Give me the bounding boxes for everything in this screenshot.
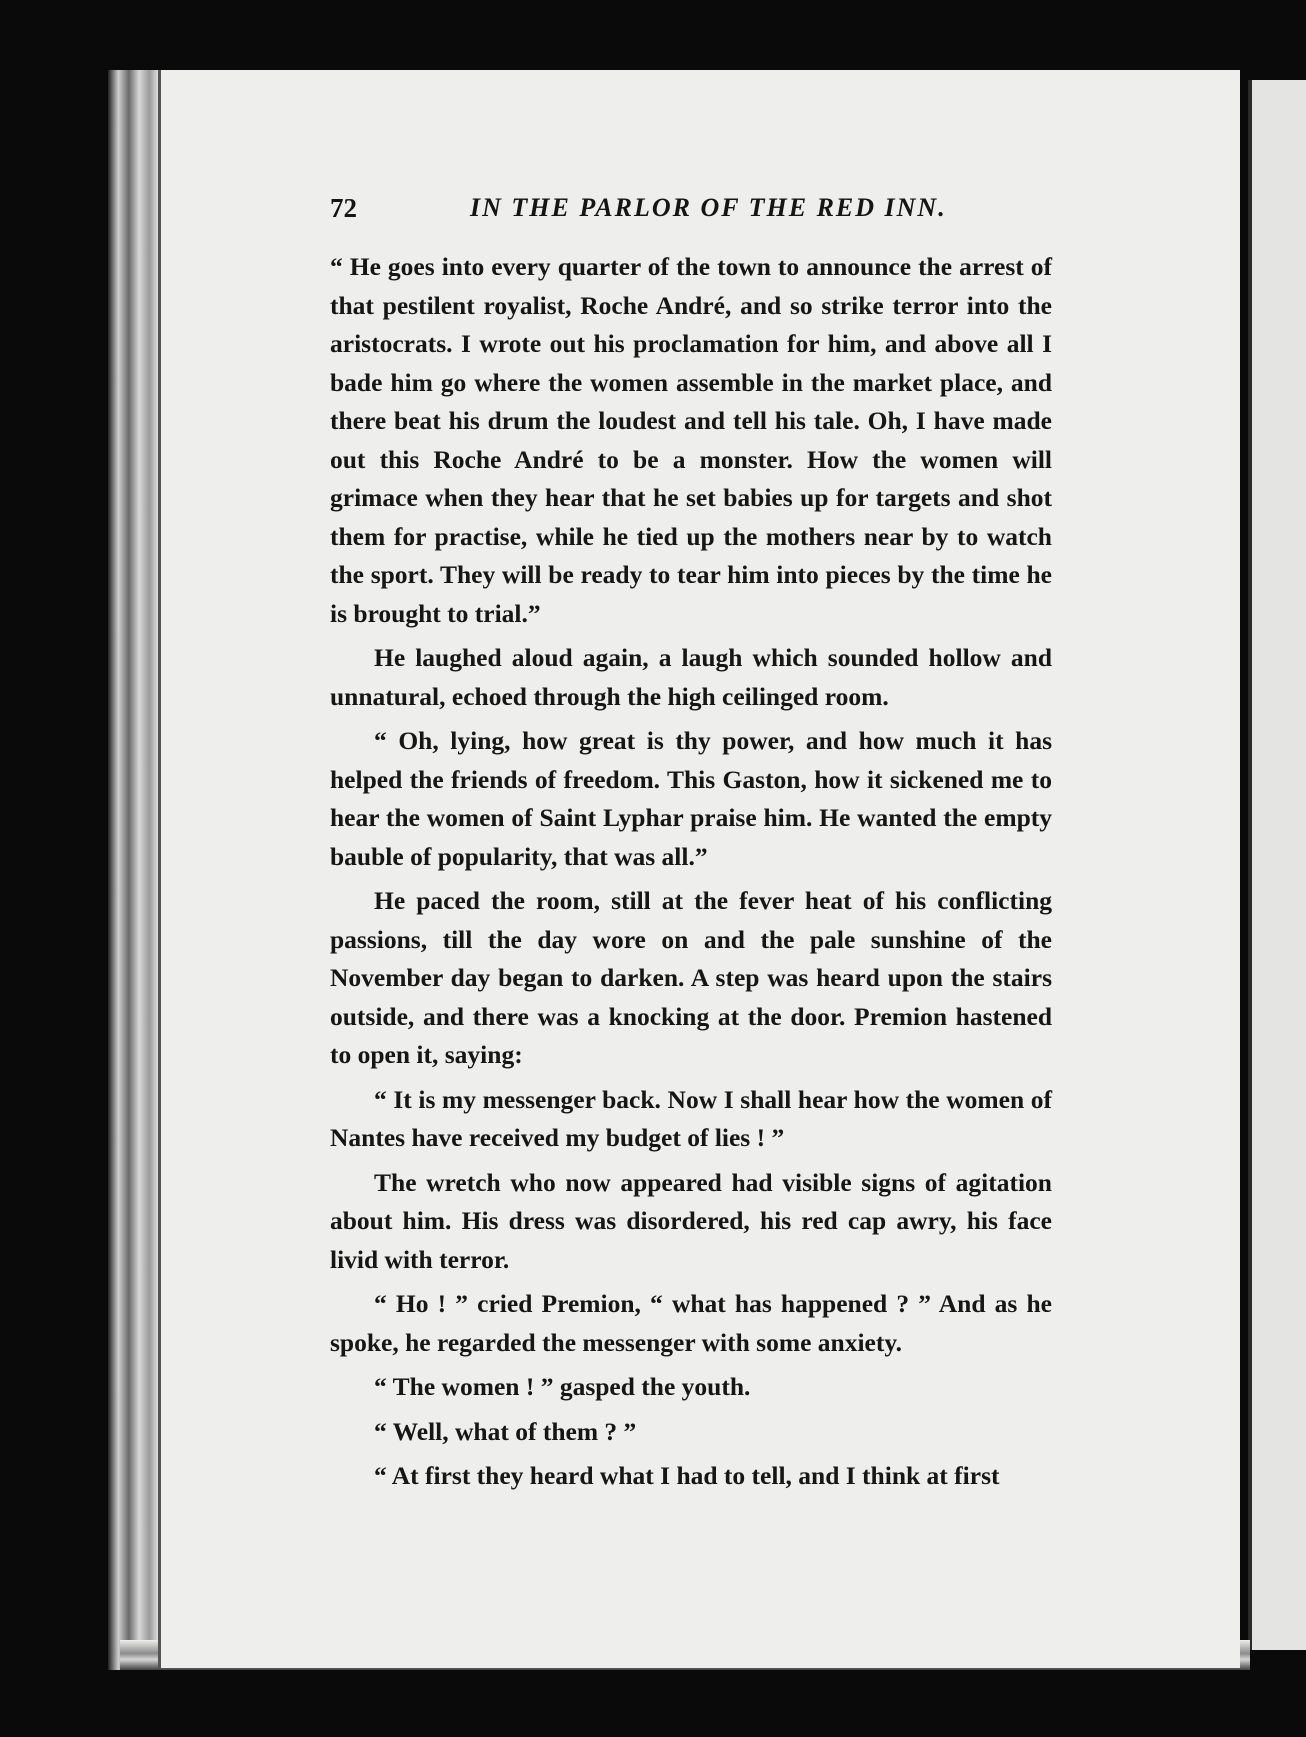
page-body <box>330 248 1052 1502</box>
paragraph: The wretch who now appeared had visible signs of agitation about him. His dress was disordered, his red cap awry, his face livid with terror. <box>330 1167 1052 1274</box>
paragraph: He laughed aloud again, a laugh which sounded hollow and unnatural, echoed through the high ceilinged room. <box>330 643 1052 711</box>
page-header <box>330 193 1050 229</box>
paragraph: “ He goes into every quarter of the town to announce the arrest of that pestilent royalist, Roche André, and so strike terror into the aristocrats. I wrote out his proclamation for him, and above all I bade him go where the women assemble in the market place, and there beat his drum the loudest and tell his tale. Oh, I have made out this Roche André to be a monster. How the women will grimace when they hear that he set babies up for targets and shot them for practise, while he tied up the mothers near by to watch the sport. They will be ready to tear him into pieces by the time he is brought to trial.” <box>330 252 1052 628</box>
paragraph: “ At first they heard what I had to tell, and I think at first <box>374 1461 1000 1490</box>
paragraph: “ The women ! ” gasped the youth. <box>374 1372 751 1401</box>
facing-page-edge <box>1248 80 1306 1650</box>
page-number: 72 <box>330 193 357 223</box>
running-title: IN THE PARLOR OF THE RED INN. <box>470 193 947 222</box>
paragraph: “ Well, what of them ? ” <box>374 1416 637 1446</box>
paragraph: “ Oh, lying, how great is thy power, and how much it has helped the friends of freedom. This Gaston, how it sickened me to hear the women of Saint Lyphar praise him. He wanted the empty bauble of popularity, that was all.” <box>330 726 1052 871</box>
paragraph: “ Ho ! ” cried Premion, “ what has happened ? ” And as he spoke, he regarded the messenger with some anxiety. <box>330 1289 1052 1357</box>
book-spine <box>108 70 160 1670</box>
paragraph: He paced the room, still at the fever heat of his conflicting passions, till the day wore on and the pale sunshine of the November day began to darken. A step was heard upon the stairs outside, and there was a knocking at the door. Premion hastened to open it, saying: <box>330 886 1052 1069</box>
paragraph: “ It is my messenger back. Now I shall hear how the women of Nantes have received my budget of lies ! ” <box>330 1084 1052 1152</box>
